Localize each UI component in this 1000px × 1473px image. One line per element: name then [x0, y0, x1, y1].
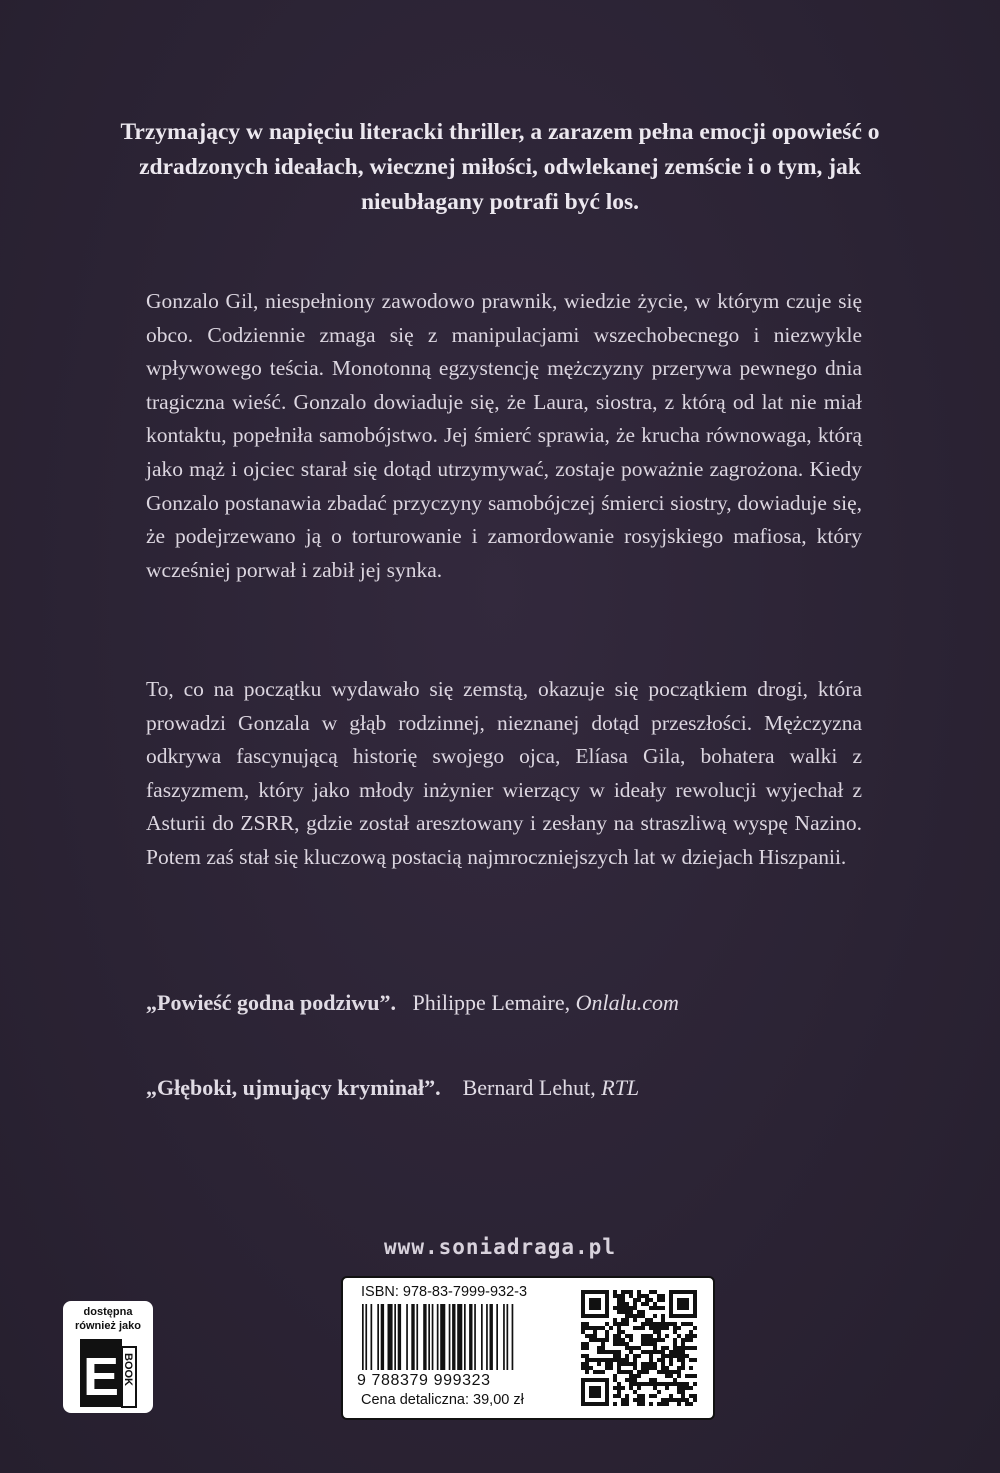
tagline: Trzymający w napięciu literacki thriller, a zarazem pełna emocji opowieść o zdradzonych ideałach, wiecznej miłości, odwlekanej zemście i o tym, jak nieubłagany potrafi być los. — [120, 119, 880, 215]
ebook-logo-icon — [78, 1337, 140, 1409]
ebook-badge — [63, 1301, 153, 1413]
isbn-label: ISBN: 978-83-7999-932-3 — [361, 1284, 528, 1300]
qr-code-icon — [581, 1290, 697, 1406]
synopsis-paragraph-2: To, co na początku wydawało się zemstą, okazuje się początkiem drogi, która prowadzi Gonzala w głąb rodzinnej, nieznanej dotąd przeszłości. Mężczyzna odkrywa fascynującą historię swojego ojca, Elíasa Gila, bohatera walki z faszyzmem, który jako młody inżynier wierzący w ideały rewolucji wyjechał z Asturii do ZSRR, gdzie został aresztowany i zesłany na straszliwą wyspę Nazino. Potem zaś stał się kluczową postacią najmroczniejszych lat w dziejach Hiszpanii. — [146, 677, 862, 869]
review-quote-2 — [146, 1075, 639, 1101]
ebook-side-text: BOOK — [122, 1353, 134, 1386]
ean-digits: 9 788379 999323 — [357, 1372, 491, 1389]
quote-text: „Głęboki, ujmujący kryminał”. — [146, 1075, 441, 1100]
quote-author: Bernard Lehut, — [462, 1075, 596, 1100]
price-label: Cena detaliczna: 39,00 zł — [361, 1392, 524, 1408]
ebook-badge-line1: dostępna — [83, 1306, 133, 1318]
barcode-box — [341, 1276, 715, 1420]
quote-author: Philippe Lemaire, — [412, 990, 571, 1015]
review-quote-1 — [146, 990, 679, 1016]
ean-barcode — [360, 1304, 565, 1372]
quote-source: Onlalu.com — [575, 990, 679, 1015]
quote-text: „Powieść godna podziwu”. — [146, 990, 396, 1015]
quote-source: RTL — [601, 1075, 640, 1100]
publisher-website[interactable]: www.soniadraga.pl — [384, 1235, 616, 1259]
ebook-letter: E — [82, 1347, 120, 1407]
ebook-badge-line2: również jako — [74, 1320, 142, 1332]
synopsis-paragraph-1: Gonzalo Gil, niespełniony zawodowo prawnik, wiedzie życie, w którym czuje się obco. Codziennie zmaga się z manipulacjami wszechobecnego i niezwykle wpływowego teścia. Monotonną egzystencję mężczyzny przerywa pewnego dnia tragiczna wieść. Gonzalo dowiaduje się, że Laura, siostra, z którą od lat nie miał kontaktu, popełniła samobójstwo. Jej śmierć sprawia, że krucha równowaga, którą jako mąż i ojciec starał się dotąd utrzymywać, zostaje poważnie zagrożona. Kiedy Gonzalo postanawia zbadać przyczyny samobójczej śmierci siostry, dowiaduje się, że podejrzewano ją o torturowanie i zamordowanie rosyjskiego mafiosa, który wcześniej porwał i zabił jej synka. — [146, 289, 862, 582]
